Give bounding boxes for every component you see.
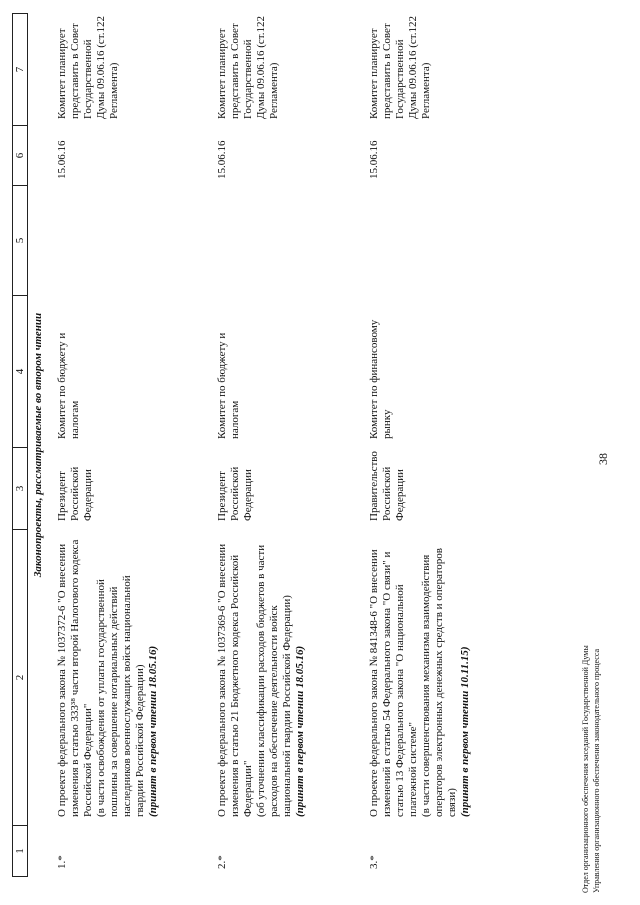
bill-title — [368, 537, 472, 817]
plan-note: Комитет планирует представить в Совет Государственной Думы 09.06.16 (ст.122 Регламента) — [216, 16, 280, 119]
bill-title-text: О проекте федерального закона № 1037369-6 "О внесении изменения в статью 21 Бюджетного кодекса Российской Федерации" — [216, 543, 254, 817]
col-header-4: 4 — [12, 295, 28, 447]
agenda-table — [12, 13, 580, 877]
col-header-1: 1 — [12, 825, 28, 877]
footer — [580, 645, 602, 893]
date: 15.06.16 — [368, 140, 380, 179]
date: 15.06.16 — [56, 140, 68, 179]
section-title: Законопроекты, рассматриваемые во втором чтении — [32, 312, 44, 578]
row-number: 1.* — [56, 855, 68, 869]
bill-note: (в части совершенствования механизма взаимодействия операторов электронных денежных средств и операторов связи) — [420, 547, 458, 817]
bill-reading: (принят в первом чтении 18.05.16) — [147, 645, 159, 817]
plan-note: Комитет планирует представить в Совет Государственной Думы 09.06.16 (ст.122 Регламента) — [56, 16, 120, 119]
date: 15.06.16 — [216, 140, 228, 179]
bill-note: (об уточнении классификации расходов бюджетов в части расходов на обеспечение деятельности войск национальной гвардии Российской Федерации) — [255, 544, 293, 817]
bill-title-text: О проекте федерального закона № 1037372-6 "О внесении изменения в статью 333³⁸ части второй Налогового кодекса Российской Федерации" — [56, 539, 94, 817]
col-header-6: 6 — [12, 125, 28, 185]
col-header-7: 7 — [12, 13, 28, 125]
bill-title-text: О проекте федерального закона № 841348-6 "О внесении изменений в статью 54 Федерального закона "О связи" и статью 13 Федерального закона "О национальной платежной системе" — [368, 549, 419, 817]
bill-title — [216, 537, 307, 817]
row-number: 3.* — [368, 855, 380, 869]
committee: Комитет по бюджету и налогам — [56, 332, 81, 439]
footer-line-2: Управления организационного обеспечения законодательного процесса — [592, 648, 601, 893]
page-number: 38 — [596, 453, 610, 465]
bill-reading: (принят в первом чтении 10.11.15) — [459, 646, 471, 817]
col-header-3: 3 — [12, 447, 28, 529]
initiator: Президент Российской Федерации — [56, 466, 94, 521]
col-header-2: 2 — [12, 529, 28, 825]
committee: Комитет по бюджету и налогам — [216, 332, 241, 439]
col-header-5: 5 — [12, 185, 28, 295]
bill-title — [56, 537, 160, 817]
bill-note: (в части освобождения от уплаты государственной пошлины за совершение нотариальных действий наследников военнослужащих войск национальной гвардии Российской Федерации) — [95, 575, 146, 817]
initiator: Президент Российской Федерации — [216, 466, 254, 521]
footer-line-1: Отдел организационного обеспечения заседаний Государственной Думы — [581, 645, 590, 893]
initiator: Правительство Российской Федерации — [368, 451, 406, 521]
committee: Комитет по финансовому рынку — [368, 319, 393, 439]
plan-note: Комитет планирует представить в Совет Государственной Думы 09.06.16 (ст.122 Регламента) — [368, 16, 432, 119]
bill-reading: (принят в первом чтении 18.05.16) — [294, 645, 306, 817]
row-number: 2.* — [216, 855, 228, 869]
